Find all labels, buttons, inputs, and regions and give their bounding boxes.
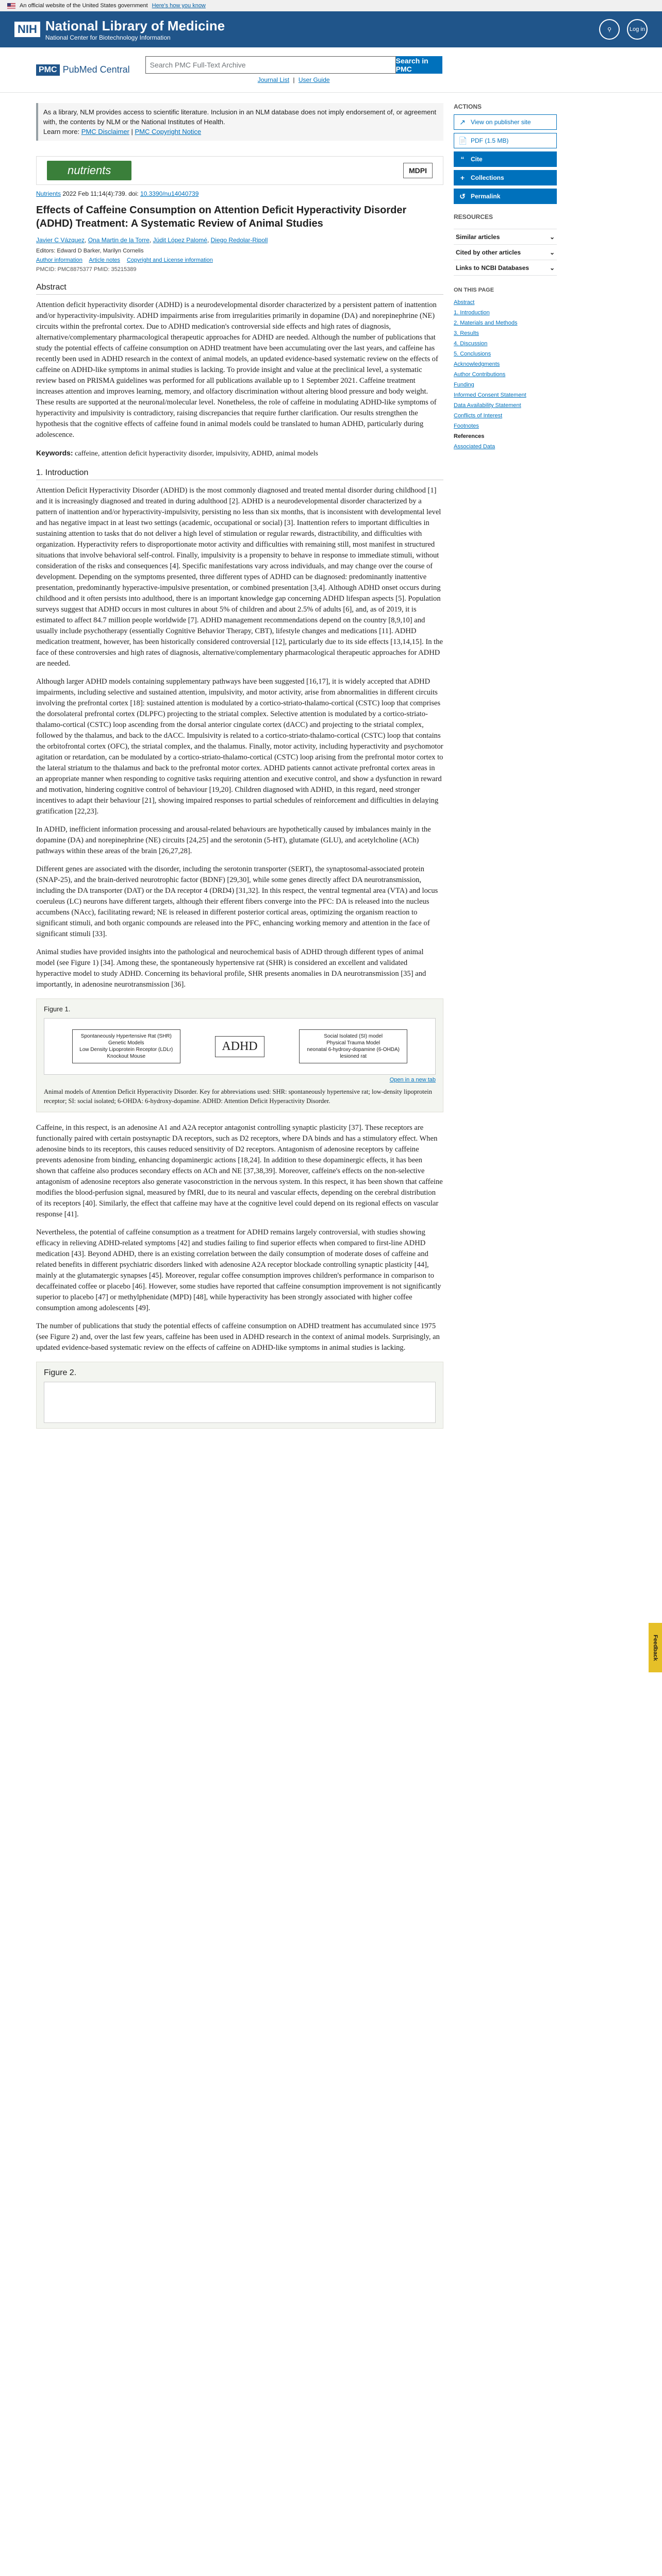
button-label: Permalink — [471, 193, 501, 200]
copyright-info-link[interactable]: Copyright and License information — [126, 257, 213, 263]
journal-logo: nutrients — [47, 161, 131, 180]
toc-item[interactable]: 4. Discussion — [454, 341, 488, 347]
toc-item[interactable]: Informed Consent Statement — [454, 392, 526, 398]
keywords-text: caffeine, attention deficit hyperactivity disorder, impulsivity, ADHD, animal models — [75, 450, 318, 457]
button-label: PDF (1.5 MB) — [471, 137, 509, 144]
resource-label: Similar articles — [456, 233, 500, 241]
author-link[interactable]: Diego Redolar-Ripoll — [210, 236, 268, 244]
figure-2-image[interactable] — [44, 1382, 436, 1423]
citation-details: 2022 Feb 11;14(4):739. doi: — [62, 190, 139, 197]
log-in-button[interactable]: Log in — [627, 19, 648, 40]
share-icon: ↺ — [459, 192, 466, 200]
paragraph: Different genes are associated with the disorder, including the serotonin transporter (SERT), the synaptosomal-associated protein (SNAP-25), and the brain-derived neurotrophic factor (BDNF) [29,30], while some genes directly affect DA neurotransmission, including the DA transporter (DAT) or the DA receptor 4 (DRD4) [31,32]. In this respect, the ventral tegmental area (VTA) and locus coeruleus (LC) neurons have different targets, although their efferent fibers converge into the PFC: DA is released into the nucleus accumbens (NAcc), facilitating reward; NE is released in different posterior cortical areas, optimizing the organism reaction to significant stimuli, and both organic compounds are released into the PFC, enhancing working memory and attention in the face of significant stimuli [33]. — [36, 865, 438, 938]
toc-item[interactable]: Footnotes — [454, 423, 479, 429]
external-link-icon: ↗ — [459, 117, 466, 126]
publisher-logo: MDPI — [403, 163, 433, 178]
citation-line — [36, 190, 443, 197]
figure-1-left-panel — [72, 1029, 180, 1063]
paragraph: Animal studies have provided insights into the pathological and neurochemical basis of ADHD through different types of animal model (see Figure 1) [34]. Among these, the spontaneously hypertensive rat (SHR) is considered an excellent and validated hyperactive model to study ADHD. Concerning its behavioral profile, SHR presents anomalies in DA neurotransmission [35] and importantly, in adenosine neurotransmission [36]. — [36, 948, 426, 989]
journal-banner[interactable] — [36, 156, 443, 185]
nlm-title-block[interactable] — [45, 18, 225, 41]
figure-1-right-panel — [299, 1029, 407, 1063]
pmc-logo-text: PubMed Central — [62, 64, 130, 75]
quote-icon: “ — [460, 155, 465, 163]
button-label: Collections — [471, 174, 504, 181]
search-button[interactable]: Search in PMC — [396, 56, 442, 74]
button-label: Cite — [471, 156, 483, 163]
feedback-button[interactable]: Feedback — [649, 1623, 662, 1672]
author-link[interactable]: Javier C Vázquez — [36, 236, 85, 244]
toc-item[interactable]: Author Contributions — [454, 371, 506, 378]
figure-1 — [36, 998, 443, 1112]
keywords — [36, 448, 443, 459]
plus-icon: + — [460, 174, 465, 182]
figure-2 — [36, 1362, 443, 1429]
permalink-button[interactable] — [454, 189, 557, 204]
author-list: Javier C Vázquez, Ona Martin de la Torre, Júdit López Palomé, Diego Redolar-Ripoll — [36, 236, 268, 244]
toc-item[interactable]: Associated Data — [454, 444, 495, 450]
article-main — [36, 103, 443, 1429]
figure-label: Genetic Models — [108, 1040, 144, 1046]
journal-list-link[interactable]: Journal List — [257, 76, 290, 83]
notice-text: As a library, NLM provides access to scientific literature. Inclusion in an NLM database does not imply endorsement of, or agreement with, the contents by NLM or the National Institutes of Health. — [43, 108, 437, 126]
toc-item[interactable]: 5. Conclusions — [454, 351, 491, 357]
abstract-text: Attention deficit hyperactivity disorder (ADHD) is a neurodevelopmental disorder characterized by a persistent pattern of inattention and/or hyperactivity-impulsivity. ADHD impairments arise from irregularities primarily in dopamine (DA) and norepinephrine (NE) circuits within the prefrontal cortex. Due to ADHD medication's controversial side effects and high rates of diagnosis, alternative/complementary pharmacological therapeutic approaches for ADHD are needed. Although the number of publications that study the potential effects of caffeine consumption on ADHD treatment have been accumulating over the last years, and caffeine has recently been used in ADHD research in the context of animal models, an updated evidence-based systematic review on the effects of caffeine on ADHD-like symptoms in animal studies is lacking. To provide insight and value at the preclinical level, a systematic review based on PRISMA guidelines was performed for all publications available up to 1 September 2021. Caffeine treatment increases attention and improves learning, memory, and olfactory discrimination without altering blood pressure and body weight. These results are supported at the neuronal/molecular level. Nonetheless, the role of caffeine in modulating ADHD-like symptoms of hyperactivity and impulsivity is contradictory, raising discrepancies that require further clarification. Our results strengthen the hypothesis that the cognitive effects of caffeine found in animal models could be translated to human ADHD, particularly during adolescence. — [36, 301, 438, 439]
toc-item[interactable]: 3. Results — [454, 330, 479, 336]
toc-item[interactable]: Acknowledgments — [454, 361, 500, 367]
table-of-contents — [454, 297, 557, 452]
pdf-button[interactable] — [454, 133, 557, 148]
search-icon[interactable]: ⚲ — [599, 19, 620, 40]
nlm-header — [0, 11, 662, 47]
resource-label: Links to NCBI Databases — [456, 264, 529, 272]
pmc-logo[interactable] — [36, 64, 130, 76]
resource-ncbi-links[interactable] — [454, 260, 557, 276]
paragraph: The number of publications that study the potential effects of caffeine consumption on ADHD treatment has accumulated since 1975 (see Figure 2) and, over the last few years, caffeine has been used in ADHD research in the context of animal models. Surprisingly, an updated evidence-based systematic review on the effects of caffeine on ADHD-like symptoms in animal studies is lacking. — [36, 1322, 440, 1352]
resource-label: Cited by other articles — [456, 248, 521, 256]
header-actions — [599, 19, 648, 40]
figure-label: Spontaneously Hypertensive Rat (SHR) — [80, 1033, 172, 1039]
collections-button[interactable] — [454, 170, 557, 185]
notice-learn-more: Learn more: — [43, 128, 80, 135]
search-area: Search PMC Full-Text Archive Search in PMC Journal List | User Guide — [145, 56, 442, 83]
toc-item[interactable]: Funding — [454, 382, 474, 388]
article-ids: PMCID: PMC8875377 PMID: 35215389 — [36, 266, 137, 273]
search-input[interactable]: Search PMC Full-Text Archive — [145, 56, 396, 74]
toc-item[interactable]: Conflicts of Interest — [454, 413, 503, 419]
pmc-bar — [0, 47, 662, 93]
cite-button[interactable] — [454, 151, 557, 167]
disclaimer-link[interactable]: PMC Disclaimer — [81, 128, 129, 135]
author-link[interactable]: Ona Martin de la Torre — [88, 236, 150, 244]
open-in-new-tab-link[interactable]: Open in a new tab — [389, 1077, 436, 1083]
nlm-subtitle: National Center for Biotechnology Information — [45, 33, 171, 41]
chevron-down-icon: ⌄ — [549, 248, 555, 256]
figure-label: neonatal 6-hydroxy-dopamine (6-OHDA) lesioned rat — [307, 1047, 400, 1059]
keywords-label: Keywords: — [36, 449, 73, 457]
actions-title: ACTIONS — [454, 103, 482, 110]
toc-item[interactable]: Data Availability Statement — [454, 402, 521, 409]
figure-1-title: Figure 1. — [44, 1005, 71, 1013]
doi-link[interactable]: 10.3390/nu14040739 — [140, 190, 199, 197]
figure-label: Low Density Lipoprotein Receptor (LDLr) Knockout Mouse — [79, 1047, 173, 1059]
figure-label: Physical Trauma Model — [326, 1040, 380, 1046]
figure-1-image[interactable] — [44, 1018, 436, 1075]
figure-label: Social Isolated (SI) model — [324, 1033, 383, 1039]
copyright-link[interactable]: PMC Copyright Notice — [135, 128, 202, 135]
paragraph: Although larger ADHD models containing supplementary pathways have been suggested [16,17], it is widely accepted that ADHD impairments, including selective and sustained attention, impulsivity, and motor activity, arise from abnormalities in different circuits involving the prefrontal cortex [18]: sustained attention is modulated by a cortico-striato-thalamo-cortical (CSTC) loop that comprises the dorsolateral prefrontal cortex (DLPFC) projecting to the striatal complex. Selective attention is modulated by a cortico-striato-thalamo-cortical (CSTC) loop ascending from the dorsal anterior cingulate cortex (dACC) and projecting to the striatal complex, followed by the thalamus, and back to the dACC. Impulsivity is related to a cortico-striato-thalamo-cortical (CSTC) loop that contains the orbitofrontal cortex (OFC), the striatal complex, and the thalamus. Finally, motor activity, including hyperactivity and psychomotor agitation or retardation, can be modulated by a cortico-striato-thalamo-cortical (CSTC) loop arising from the prefrontal motor cortex to the lateral striatum to the thalamus and back to the prefrontal motor cortex. ADHD patients cannot activate prefrontal cortex areas in an appropriate manner when responding to cognitive tasks requiring attention and executive control, and show a dysfunction in reward and motivation, hindering cognitive control of behaviour [19,20]. Children diagnosed with ADHD, in this regard, need stronger incentives to adapt their behaviour [21], showing impaired responses to partial schedules of reinforcement and difficulties in delaying gratification [22,23]. — [36, 677, 443, 816]
toc-title: ON THIS PAGE — [454, 287, 494, 293]
author-link[interactable]: Júdit López Palomé — [153, 236, 207, 244]
resources-list — [454, 229, 557, 276]
abstract-heading: Abstract — [36, 283, 443, 295]
nlm-title: National Library of Medicine — [45, 18, 225, 33]
journal-link[interactable]: Nutrients — [36, 190, 61, 197]
button-label: View on publisher site — [471, 118, 531, 126]
paragraph: Attention Deficit Hyperactivity Disorder (ADHD) is the most commonly diagnosed and treated mental disorder during childhood [1] and it is increasingly diagnosed and treated in during adulthood [2]. ADHD is a neurodevelopmental disorder characterized by a pattern of inattention and/or hyperactivity-impulsivity, persisting no less than six months, that is inconsistent with developmental level and has negative impact in at least two settings (academic, occupational or social) [3]. Inattention refers to important difficulties in sustaining attention to tasks that do not deliver a high level of stimulation or regular rewards, distractibility, and difficulties with organization. Hyperactivity refers to disproportionate motor activity and difficulties with remaining still, most manifest in structured situations that involve behavioral self-control. Finally, impulsivity is a propensity to behave in response to immediate stimuli, without consideration of the risks and consequences [4]. Specific manifestations vary across individuals, and may change over the course of development. Depending on the symptoms presented, three different types of ADHD can be diagnosed: predominantly inattentive presentation, predominantly hyperactive-impulsive presentation, or combined presentation [3,4]. Although ADHD onset occurs during childhood and it often persists into adulthood, there is an important knowledge gap concerning ADHD lifespan aspects [5]. Population surveys suggest that ADHD occurs in most cultures in about 5% of children and about 2.5% of adults [6], and, as of 2019, it is estimated to affect 84.7 million people worldwide [7]. ADHD management recommendations depend on the country [8,9,10] and usually include psychotherapy (essentially Cognitive Behavior Therapy, CBT), lifestyle changes and medications [11]. ADHD medication treatment, however, has been historically considered controversial [12], particularly due to its side effects [13,14,15]. In the face of these controversies and high rates of diagnosis, alternative/complementary pharmacological therapeutic approaches for ADHD are needed. — [36, 486, 443, 668]
figure-2-title: Figure 2. — [44, 1368, 77, 1377]
resource-cited-by[interactable] — [454, 245, 557, 260]
nih-logo[interactable]: NIH — [14, 22, 40, 37]
article-info-links — [36, 257, 443, 263]
resources-title: RESOURCES — [454, 213, 493, 221]
pdf-icon: 📄 — [458, 136, 468, 145]
paragraph: Nevertheless, the potential of caffeine consumption as a treatment for ADHD remains largely controversial, with studies showing efficacy in relieving ADHD-related symptoms [42] and studies failing to find superior effects when compared to first-line ADHD medication [43]. Beyond ADHD, there is an existing correlation between the daily consumption of moderate doses of caffeine and related benefits in different psychiatric disorders linked with adenosine A2A receptor blockade controlling synaptic plasticity [44], mainly at the glutamatergic synapses [45]. Moreover, regular coffee consumption improves children's performance in comparison to decaffeinated coffee or placebo [46]. However, some studies have reported that caffeine consumption improvement is not significantly superior to placebo [47] or methylphenidate (MPD) [48], while hyperactivity has been strongly associated with higher coffee consumption among adolescents [49]. — [36, 1228, 441, 1312]
pmc-logo-box: PMC — [36, 64, 60, 76]
sidebar — [454, 103, 557, 452]
us-flag-icon — [7, 3, 15, 9]
gov-banner-link[interactable]: Here's how you know — [152, 3, 206, 9]
user-guide-link[interactable]: User Guide — [298, 76, 330, 83]
toc-item[interactable]: 1. Introduction — [454, 310, 490, 316]
toc-item[interactable]: 2. Materials and Methods — [454, 320, 518, 326]
introduction-heading: 1. Introduction — [36, 468, 443, 480]
editors-line: Editors: Edward D Barker, Marilyn Cornelis — [36, 248, 144, 254]
chevron-down-icon: ⌄ — [549, 264, 555, 272]
gov-banner — [0, 0, 662, 11]
view-on-publisher-button[interactable] — [454, 114, 557, 130]
gov-banner-text: An official website of the United States government — [20, 3, 148, 9]
paragraph: In ADHD, inefficient information processing and arousal-related behaviours are hypothetically caused by imbalances mainly in the dopamine (DA) and norepinephrine (NE) circuits [24,25] and the serotonin (5-HT), glutamate (GLU), and acetylcholine (ACh) pathways within these areas of the brain [26,27,28]. — [36, 825, 431, 855]
resource-similar-articles[interactable] — [454, 229, 557, 245]
author-info-link[interactable]: Author information — [36, 257, 82, 263]
article-title: Effects of Caffeine Consumption on Attention Deficit Hyperactivity Disorder (ADHD) Treatment: A Systematic Review of Animal Studies — [36, 205, 407, 229]
toc-item[interactable]: References — [454, 433, 485, 439]
nlm-notice: As a library, NLM provides access to scientific literature. Inclusion in an NLM database does not imply endorsement of, or agreement with, the contents by NLM or the National Institutes of Health. Learn more: PMC Disclaimer | PMC Copyright Notice — [36, 103, 443, 141]
figure-1-caption: Animal models of Attention Deficit Hyperactivity Disorder. Key for abbreviations used: SHR: spontaneously hypertensive rat; low-density lipoprotein receptor; SI: social isolated; 6-OHDA: 6-hydroxy-dopamine. ADHD: Attention Deficit Hyperactivity Disorder. — [44, 1088, 432, 1105]
chevron-down-icon: ⌄ — [549, 233, 555, 241]
paragraph: Caffeine, in this respect, is an adenosine A1 and A2A receptor antagonist controlling synaptic plasticity [37]. These receptors are functionally paired with certain postsynaptic DA receptors, such as D2 receptors, where DA binds and has a stimulatory effect. When adenosine binds to its receptors, this causes reduced sensitivity of D2 receptors. Antagonism of adenosine receptors by caffeine prevents adenosine from binding, enhancing dopaminergic actions [18,24]. In addition to these dopaminergic effects, it has been shown that caffeine also produces secondary effects on ACh and NE [37,38,39]. Moreover, caffeine's effects on the non-selective antagonism of adenosine receptors also generate vasoconstriction in the nervous system. In this respect, it has been shown that caffeine modifies the blood-perfusion signal, measured by fMRI, due to its neural and vascular effects, depending on the cerebral distribution of its receptors [40]. Similarly, the effect that caffeine may have at the cognitive level could depend on its regional effects on vascular response [41]. — [36, 1124, 443, 1218]
toc-item[interactable]: Abstract — [454, 299, 475, 306]
figure-1-center: ADHD — [215, 1036, 264, 1057]
article-notes-link[interactable]: Article notes — [89, 257, 120, 263]
